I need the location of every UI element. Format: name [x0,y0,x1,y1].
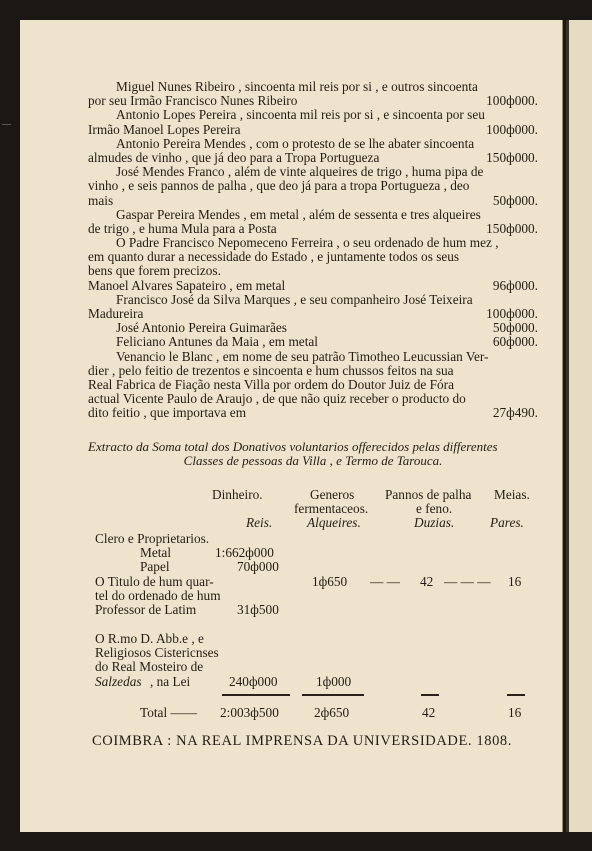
row-papel-value: 70ф000 [237,559,279,574]
titulo-dinheiro: 31ф500 [237,602,279,617]
entry-line: actual Vicente Paulo de Araujo , de que não quiz receber o producto do [88,391,466,407]
entry-amount: 100ф000. [486,93,538,109]
entry-line: Real Fabrica de Fiação nesta Villa por ordem do Doutor Juiz de Fóra [88,376,454,392]
entry-amount: 50ф000. [492,320,538,336]
row-papel-label: Papel [140,559,170,574]
sum-rule-generos [302,694,364,696]
entry-line: Miguel Nunes Ribeiro , sincoenta mil reis por si , e outros sincoenta [116,79,478,94]
entry-line: O Padre Francisco Nepomeceno Ferreira , o seu ordenado de hum mez , [116,235,499,251]
entry-line: almudes de vinho , que já deo para a Tropa Portugueza 150ф000. [88,149,538,165]
header-generos-2: fermentaceos. [294,501,369,516]
entry-line: Antonio Pereira Mendes , com o protesto de se lhe abater sincoenta [116,135,475,151]
entry-amount: 50ф000. [492,192,538,208]
entry-amount: 60ф000. [492,334,538,350]
entry-line: Venancio le Blanc , em nome de seu patrão Timotheo Leucussian Ver- [116,348,489,364]
entry-amount: 27ф490. [492,405,538,421]
row-titulo: O Titulo de hum quar- [95,574,214,589]
sum-rule-meias [507,694,525,696]
entry-amount: 150ф000. [486,149,538,165]
unit-pares: Pares. [490,515,524,530]
row-clero: Clero e Proprietarios. [95,531,210,546]
total-label: Total —— [140,705,198,720]
titulo-meias: 16 [508,574,522,589]
entry-line: por seu Irmão Francisco Nunes Ribeiro 100ф000. [88,93,538,109]
entry-line: Feliciano Antunes da Maia , em metal 60ф000. [116,334,538,350]
row-abbade-3: do Real Mosteiro de [95,659,204,674]
row-titulo-2: tel do ordenado de hum [95,588,221,603]
entry-amount: 100ф000. [486,121,538,137]
sum-rule-pannos [421,694,439,696]
extract-line: Classes de pessoas da Villa , e Termo de Tarouca. [183,453,443,468]
entry-line: Gaspar Pereira Mendes , em metal , além de sessenta e tres alqueires [116,206,481,222]
entry-line: vinho , e seis pannos de palha , que deo já para a tropa Portugueza , deo [88,178,470,194]
row-titulo-3: Professor de Latim [95,602,197,617]
entry-amount: 150ф000. [486,220,538,236]
entry-line: Francisco José da Silva Marques , e seu companheiro José Teixeira [116,291,473,307]
titulo-dash: — — [370,574,400,589]
row-abbade-4b: , na Lei [150,674,191,689]
total-dinheiro: 2:003ф500 [220,705,279,720]
imprint: COIMBRA : NA REAL IMPRENSA DA UNIVERSIDADE. 1808. [92,733,512,749]
abbade-generos: 1ф000 [316,674,352,689]
entry-line: Madureira 100ф000. [88,306,538,321]
abbade-dinheiro: 240ф000 [229,674,278,689]
header-generos: Generos [310,487,355,502]
entry-amount: 100ф000. [486,306,538,321]
unit-reis: Reis. [246,515,273,530]
titulo-pannos: 42 [420,574,434,589]
entry-line: em quanto durar a necessidade do Estado , e juntamente todos os seus [88,249,460,265]
entry-line: José Antonio Pereira Guimarães 50ф000. [116,320,538,336]
entry-line: Irmão Manoel Lopes Pereira 100ф000. [88,121,538,137]
sum-rule-dinheiro [222,694,290,696]
header-pannos: Pannos de palha [385,487,472,502]
unit-alqueires: Alqueires. [307,515,361,530]
extract-line: Extracto da Soma total dos Donativos voluntarios offerecidos pelas differentes [88,439,498,454]
titulo-generos: 1ф650 [312,574,348,589]
entry-line: de trigo , e huma Mula para a Posta 150ф000. [88,220,538,236]
unit-duzias: Duzias. [414,515,455,530]
entry-line: Manoel Alvares Sapateiro , em metal 96ф000. [88,277,538,293]
entry-line: Antonio Lopes Pereira , sincoenta mil reis por si , e sincoenta por seu [116,107,485,123]
row-abbade: O R.mo D. Abb.e , e [95,631,204,646]
entry-line: José Mendes Franco , além de vinte alqueires de trigo , huma pipa de [116,164,484,180]
header-dinheiro: Dinheiro. [212,487,263,502]
header-meias: Meias. [494,487,530,502]
entry-line: bens que forem precizos. [88,263,221,279]
row-metal-label: Metal [140,545,172,560]
row-abbade-4: Salzedas [95,674,142,689]
total-meias: 16 [508,705,522,720]
header-pannos-2: e feno. [416,501,453,516]
row-metal-value: 1:662ф000 [215,545,274,560]
total-pannos: 42 [422,705,436,720]
entry-amount: 96ф000. [492,277,538,293]
row-abbade-2: Religiosos Cistericnses [95,645,219,660]
entry-line: mais 50ф000. [88,192,538,208]
entry-line: dito feitio , que importava em 27ф490. [88,405,538,421]
total-generos: 2ф650 [314,705,350,720]
entry-line: dier , pelo feitio de trezentos e sincoenta e hum chussos feitos na sua [88,362,454,378]
titulo-dash-2: — — — [444,574,491,589]
